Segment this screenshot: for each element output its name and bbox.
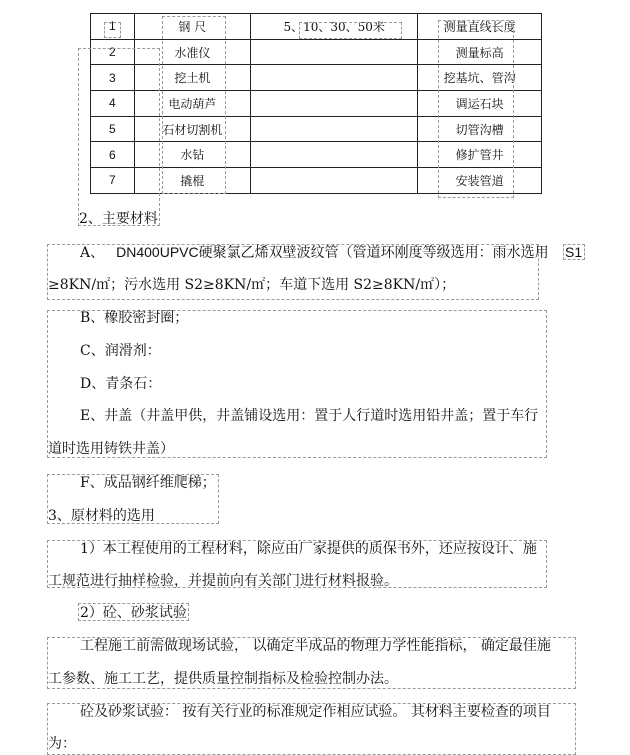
equipment-use-cell: 修扩管井 [418, 142, 542, 168]
row-number-cell: 5 [91, 116, 135, 142]
row-number-cell: 2 [91, 39, 135, 65]
paragraph-3-line1: 工程施工前需做现场试验， 以确定半成品的物理力学性能指标， 确定最佳施 [80, 638, 551, 654]
equipment-spec-cell [251, 65, 418, 91]
paragraph-2: 2）砼、砂浆试验 [80, 605, 187, 621]
equipment-spec-cell: 5、10、30、50米 [251, 14, 418, 40]
item-b: B、橡胶密封圈； [80, 310, 189, 326]
item-a-label: A、 [80, 245, 105, 261]
item-a-line2: ≥8KN/㎡；污水选用 S2≥8KN/㎡；车道下选用 S2≥8KN/㎡）； [48, 277, 456, 293]
item-a-text: 硬聚氯乙烯双壁波纹管（管道环刚度等级选用：雨水选用 [198, 245, 549, 261]
item-f: F、成品钢纤维爬梯； [80, 475, 216, 491]
equipment-use-cell: 挖基坑、管沟 [418, 65, 542, 91]
equipment-use-cell: 测量标高 [418, 39, 542, 65]
equipment-name-cell: 水准仪 [134, 39, 250, 65]
equipment-use-cell: 切管沟槽 [418, 116, 542, 142]
item-c: C、润滑剂： [80, 343, 161, 359]
equipment-name-cell: 电动葫芦 [134, 91, 250, 117]
table-left-box [78, 48, 160, 226]
row-number-cell: 6 [91, 142, 135, 168]
item-e-line2: 道时选用铸铁井盖） [48, 441, 174, 457]
paragraph-3-line2: 工参数、施工工艺，提供质量控制指标及检验控制办法。 [48, 671, 398, 687]
equipment-spec-cell [251, 39, 418, 65]
table-col-name-box [162, 16, 226, 194]
item-a-model: DN400UPVC [116, 244, 199, 260]
paragraph-4-line1: 砼及砂浆试验： 按有关行业的标准规定作相应试验。 其材料主要检查的项目 [80, 704, 551, 720]
equipment-name-cell: 石材切割机 [134, 116, 250, 142]
section-3-heading: 3、原材料的选用 [48, 508, 155, 524]
paragraph-1-line2: 工规范进行抽样检验，并提前向有关部门进行材料报验。 [48, 573, 398, 589]
item-d: D、青条石： [80, 376, 162, 392]
item-a-line1 [80, 243, 549, 262]
row-number-cell: 3 [91, 65, 135, 91]
equipment-spec-cell [251, 91, 418, 117]
equipment-use-cell: 调运石块 [418, 91, 542, 117]
table-col-no-box [104, 22, 121, 38]
equipment-name-cell: 撬棍 [134, 168, 250, 194]
row-number-cell: 1 [91, 14, 135, 40]
table-col-use-box [438, 20, 514, 198]
equipment-use-cell: 测量直线长度 [418, 14, 542, 40]
item-a-s1: S1 [565, 244, 583, 260]
paragraph-4-line2: 为： [48, 736, 76, 752]
table-spec-box [299, 22, 402, 39]
section-2-heading: 2、主要材料 [79, 211, 158, 227]
equipment-name-cell: 水钻 [134, 142, 250, 168]
equipment-spec-cell [251, 116, 418, 142]
equipment-use-cell: 安装管道 [418, 168, 542, 194]
equipment-spec-cell [251, 142, 418, 168]
row-number-cell: 7 [91, 168, 135, 194]
row-number-cell: 4 [91, 91, 135, 117]
equipment-name-cell: 钢 尺 [134, 14, 250, 40]
item-e-line1: E、井盖（井盖甲供，井盖铺设选用：置于人行道时选用铅井盖；置于车行 [80, 408, 539, 424]
equipment-name-cell: 挖土机 [134, 65, 250, 91]
equipment-spec-cell [251, 168, 418, 194]
paragraph-1-line1: 1）本工程使用的工程材料，除应由厂家提供的质保书外，还应按设计、施 [80, 541, 537, 557]
